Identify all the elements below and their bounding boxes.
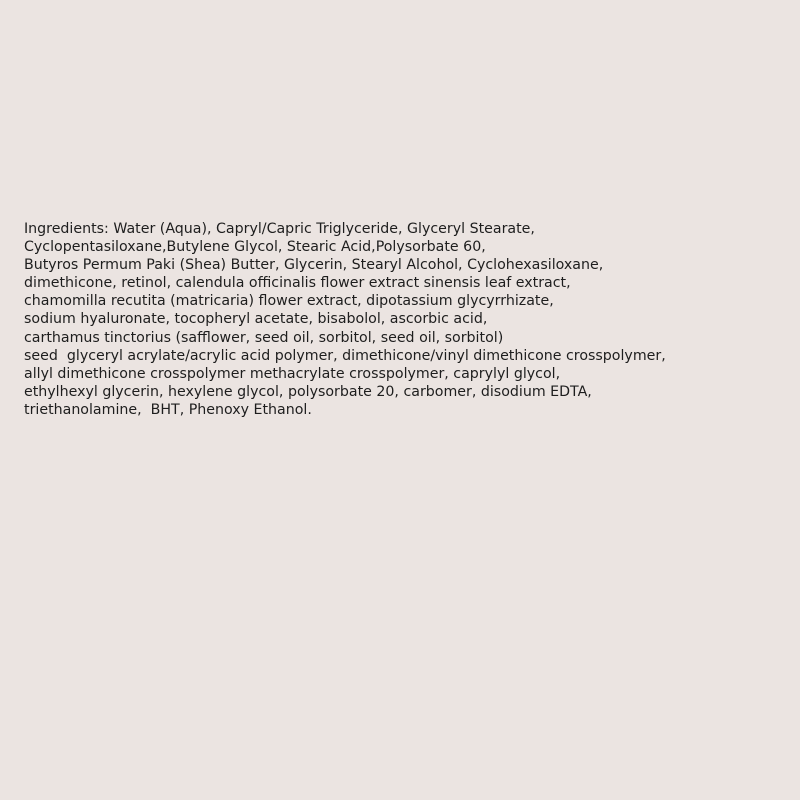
ingredients-list [24, 220, 794, 419]
ingredients-line: ethylhexyl glycerin, hexylene glycol, polysorbate 20, carbomer, disodium EDTA, [24, 383, 592, 400]
ingredients-line: seed glyceryl acrylate/acrylic acid polymer, dimethicone/vinyl dimethicone crosspolymer, [24, 347, 666, 364]
ingredients-line: sodium hyaluronate, tocopheryl acetate, bisabolol, ascorbic acid, [24, 311, 488, 328]
ingredients-line: carthamus tinctorius (safflower, seed oil, sorbitol, seed oil, sorbitol) [24, 329, 504, 346]
ingredients-line: triethanolamine, BHT, Phenoxy Ethanol. [24, 401, 312, 418]
ingredients-line: dimethicone, retinol, calendula officinalis flower extract sinensis leaf extract, [24, 275, 571, 292]
ingredients-line: chamomilla recutita (matricaria) flower extract, dipotassium glycyrrhizate, [24, 293, 554, 310]
ingredients-line: Butyros Permum Paki (Shea) Butter, Glycerin, Stearyl Alcohol, Cyclohexasiloxane, [24, 257, 604, 274]
ingredients-line: Ingredients: Water (Aqua), Capryl/Capric Triglyceride, Glyceryl Stearate, [24, 221, 535, 237]
ingredients-line: Cyclopentasiloxane,Butylene Glycol, Stearic Acid,Polysorbate 60, [24, 239, 486, 256]
ingredients-line: allyl dimethicone crosspolymer methacrylate crosspolymer, caprylyl glycol, [24, 365, 561, 382]
